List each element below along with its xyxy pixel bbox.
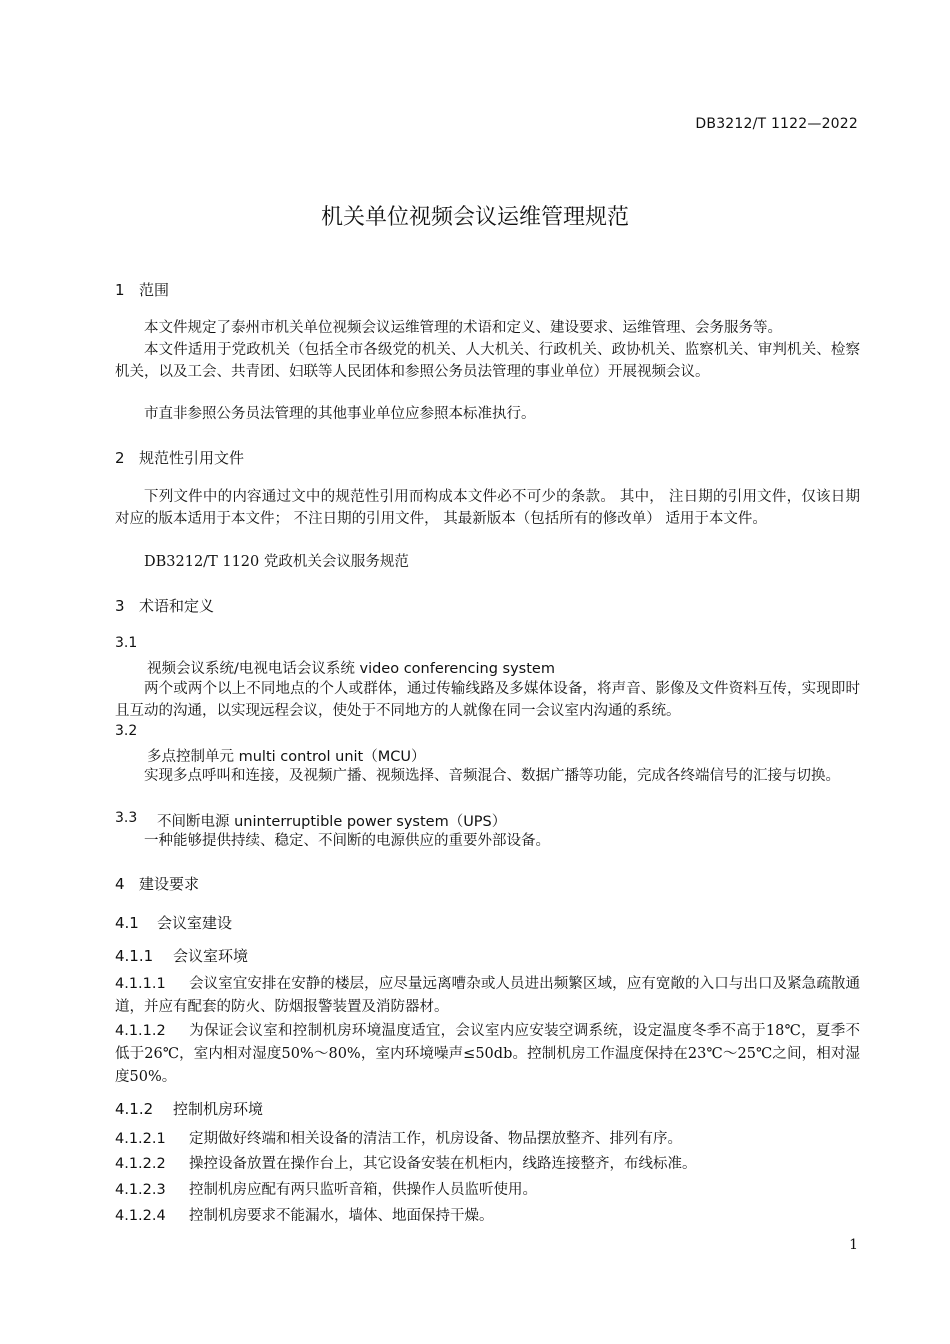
paragraph: 市直非参照公务员法管理的其他事业单位应参照本标准执行。	[144, 406, 536, 422]
clause-text: 控制机房应配有两只监听音箱，供操作人员监听使用。	[189, 1182, 537, 1198]
subsection-title: 控制机房环境	[173, 1100, 264, 1118]
clause-4-1-1-2	[115, 1020, 860, 1089]
term-definition: 一种能够提供持续、稳定、不间断的电源供应的重要外部设备。	[144, 833, 550, 849]
page-number: 1	[849, 1237, 858, 1253]
clause-4-1-1-1	[115, 973, 860, 1019]
term-number: 3.3	[115, 810, 138, 826]
paragraph: 本文件适用于党政机关（包括全市各级党的机关、人大机关、行政机关、政协机关、监察机关、审判机关、检察机关，以及工会、共青团、妇联等人民团体和参照公务员法管理的事业单位）开展视频会议。	[115, 342, 860, 380]
clause-number: 4.1.2.1	[115, 1131, 166, 1147]
section-title: 建设要求	[139, 875, 200, 893]
term-name: 视频会议系统/电视电话会议系统 video conferencing system	[147, 661, 555, 677]
subsection-heading-4-1-1	[115, 945, 248, 966]
subsection-heading-4-1	[115, 912, 232, 933]
section-number: 1	[115, 281, 125, 299]
term-definition: 两个或两个以上不同地点的个人或群体，通过传输线路及多媒体设备，将声音、影像及文件资料互传，实现即时且互动的沟通，以实现远程会议，使处于不同地方的人就像在同一会议室内沟通的系统。	[115, 681, 860, 719]
term-number: 3.1	[115, 635, 138, 651]
section-title: 范围	[139, 281, 170, 299]
clause-4-1-2-3	[115, 1179, 860, 1202]
section-title: 规范性引用文件	[139, 449, 245, 467]
document-title: 机关单位视频会议运维管理规范	[320, 205, 629, 230]
subsection-title: 会议室建设	[157, 914, 233, 932]
section-title: 术语和定义	[139, 597, 215, 615]
term-number: 3.2	[115, 723, 138, 739]
section-number: 4	[115, 875, 125, 893]
term-name: 不间断电源 uninterruptible power system（UPS）	[157, 814, 507, 830]
clause-number: 4.1.2.3	[115, 1182, 166, 1198]
section-number: 3	[115, 597, 125, 615]
section-heading-4	[115, 873, 199, 894]
subsection-heading-4-1-2	[115, 1098, 263, 1119]
clause-4-1-2-2	[115, 1153, 860, 1176]
clause-number: 4.1.1.2	[115, 1023, 166, 1039]
section-heading-1	[115, 279, 169, 300]
section-number: 2	[115, 449, 125, 467]
paragraph: 下列文件中的内容通过文中的规范性引用而构成本文件必不可少的条款。 其中， 注日期的引用文件，仅该日期对应的版本适用于本文件； 不注日期的引用文件， 其最新版本（包括所有的修改单） 适用于本文件。	[115, 489, 860, 527]
term-definition: 实现多点呼叫和连接，及视频广播、视频选择、音频混合、数据广播等功能，完成各终端信号的汇接与切换。	[144, 768, 840, 784]
term-name: 多点控制单元 multi control unit（MCU）	[147, 749, 426, 765]
subsection-number: 4.1.1	[115, 947, 154, 965]
subsection-title: 会议室环境	[173, 947, 249, 965]
document-code: DB3212/T 1122—2022	[695, 116, 858, 132]
clause-4-1-2-4	[115, 1205, 860, 1228]
clause-text: 操控设备放置在操作台上，其它设备安装在机柜内，线路连接整齐，布线标准。	[189, 1156, 697, 1172]
clause-text: 控制机房要求不能漏水，墙体、地面保持干燥。	[189, 1208, 494, 1224]
clause-number: 4.1.2.4	[115, 1208, 166, 1224]
clause-text: 定期做好终端和相关设备的清洁工作，机房设备、物品摆放整齐、排列有序。	[189, 1131, 682, 1147]
section-heading-2	[115, 447, 244, 468]
paragraph: 本文件规定了泰州市机关单位视频会议运维管理的术语和定义、建设要求、运维管理、会务服务等。	[144, 320, 782, 336]
clause-4-1-2-1	[115, 1128, 860, 1151]
clause-number: 4.1.1.1	[115, 976, 166, 992]
normative-reference: DB3212/T 1120 党政机关会议服务规范	[144, 554, 409, 570]
section-heading-3	[115, 595, 214, 616]
clause-text: 会议室宜安排在安静的楼层，应尽量远离嘈杂或人员进出频繁区域，应有宽敞的入口与出口及紧急疏散通道，并应有配套的防火、防烟报警装置及消防器材。	[115, 976, 860, 1015]
subsection-number: 4.1.2	[115, 1100, 154, 1118]
clause-text: 为保证会议室和控制机房环境温度适宜，会议室内应安装空调系统，设定温度冬季不高于18℃，夏季不低于26℃，室内相对湿度50%～80%，室内环境噪声≤50db。控制机房工作温度保持在23℃～25℃之间，相对湿度50%。	[115, 1023, 860, 1085]
subsection-number: 4.1	[115, 914, 139, 932]
clause-number: 4.1.2.2	[115, 1156, 166, 1172]
